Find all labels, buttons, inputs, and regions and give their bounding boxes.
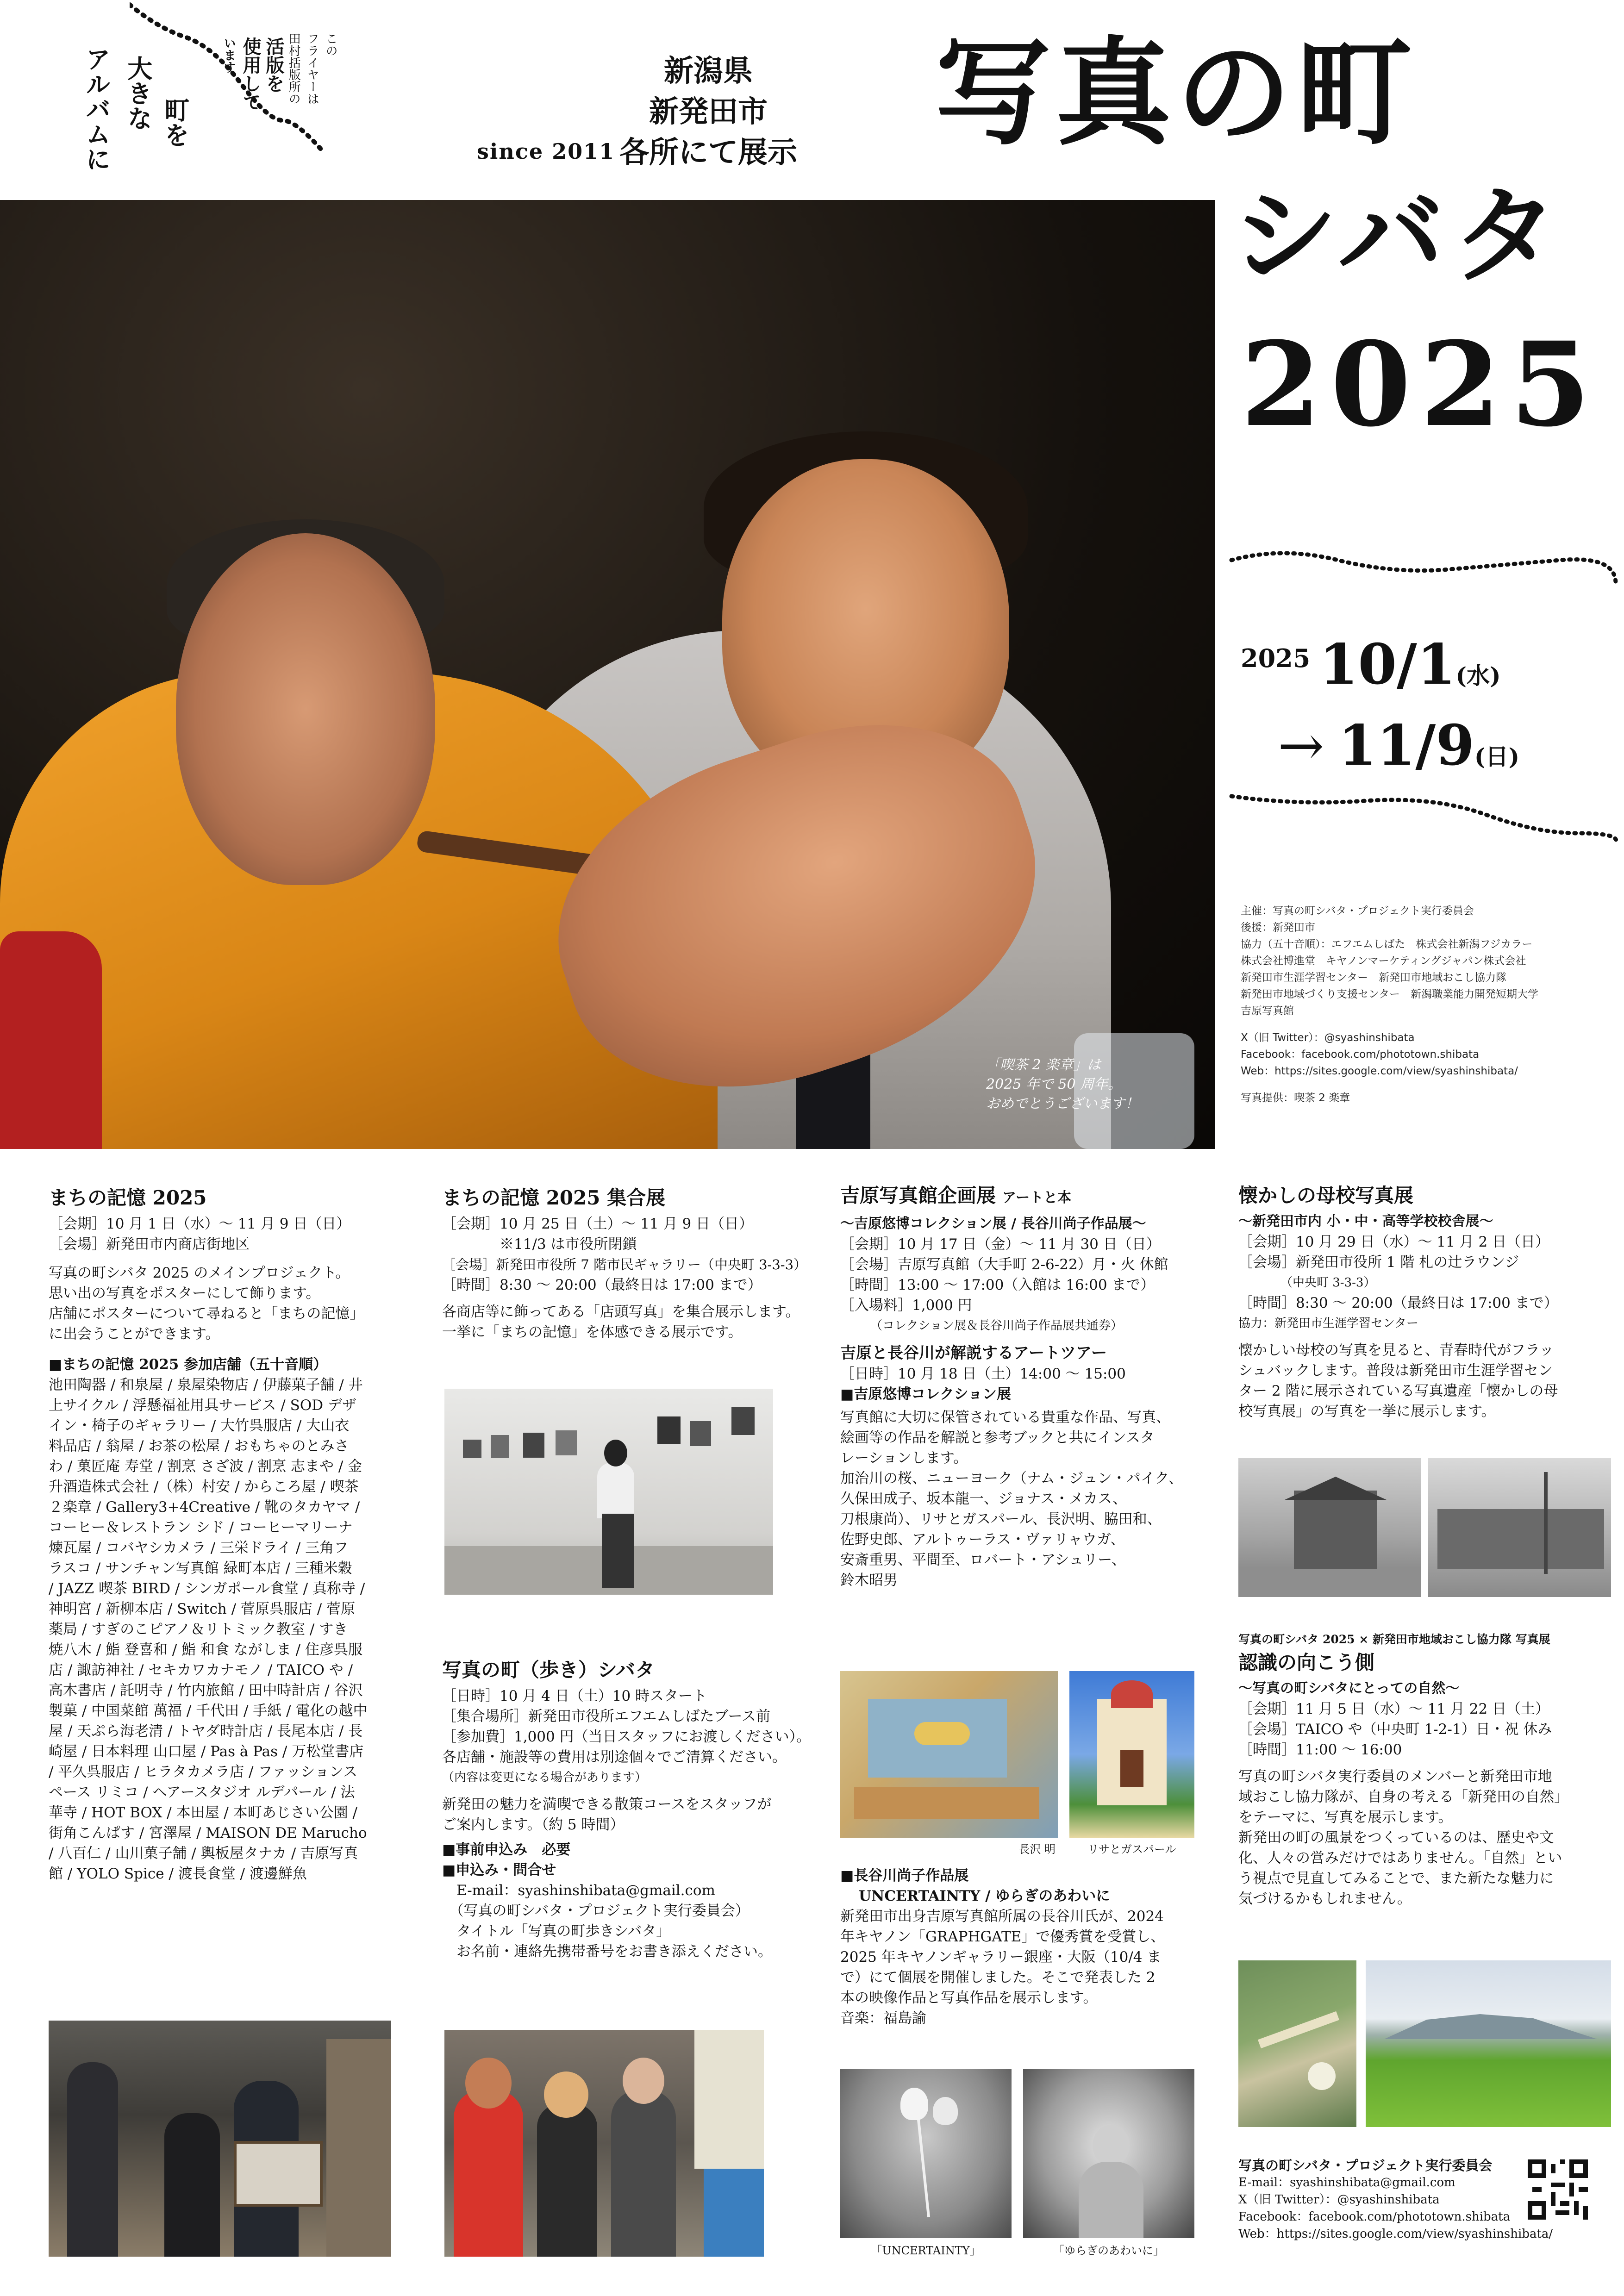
hero-caption-line: おめでとうございます！ <box>986 1096 1139 1112</box>
shops-line: 薬局 / すぎのこピアノ＆リトミック教室 / すき <box>49 1621 348 1638</box>
date-start <box>1319 632 1501 697</box>
tour-title: 吉原と長谷川が解説するアートツアー <box>840 1344 1107 1362</box>
photo-yuragi <box>1023 2069 1194 2238</box>
body-line: 刀根康尚）、リサとガスパール、長沢明、脇田和、 <box>840 1511 1162 1528</box>
shops-line: 製菓 / 中国菜館 萬福 / 千代田 / 手紙 / 電化の越中 <box>49 1703 368 1719</box>
body-line: 写真の町シバタ 2025 のメインプロジェクト。 <box>49 1265 350 1281</box>
apply-line: タイトル「写真の町歩きシバタ」 <box>442 1923 671 1940</box>
shops-line: 華寺 / HOT BOX / 本田屋 / 本町あじさい公園 / <box>49 1804 358 1821</box>
section-title: 写真の町（歩き）シバタ <box>442 1659 655 1681</box>
info-line: ［会場］吉原写真館（大手町 2-6-22）月・火 休館 <box>840 1256 1168 1273</box>
photo-red-chair <box>0 931 102 1149</box>
credit-line <box>1241 1079 1611 1090</box>
section-subtitle: 〜新発田市内 小・中・高等学校校舎展〜 <box>1238 1213 1493 1229</box>
info-line: （コレクション展＆長谷川尚子作品展共通券） <box>840 1319 1123 1333</box>
ninshiki-pretitle: 写真の町シバタ 2025 × 新発田市地域おこし協力隊 写真展 <box>1238 1633 1550 1646</box>
credit-line: 新発田市生涯学習センター 新発田市地域おこし協力隊 <box>1241 972 1507 984</box>
location-prefecture: 新潟県 <box>664 54 753 88</box>
credit-line: 後援：新発田市 <box>1241 922 1315 934</box>
info-line: ［会場］新発田市役所 1 階 札の辻ラウンジ <box>1238 1254 1519 1271</box>
footer-contact <box>1238 2157 1553 2243</box>
credit-line: 株式会社博進堂 キヤノンマーケティングジャパン株式会社 <box>1241 955 1526 967</box>
tagline-small-2: フライヤーは <box>305 32 319 105</box>
credit-line: 主催：写真の町シバタ・プロジェクト実行委員会 <box>1241 905 1474 917</box>
dotted-wave-top <box>1227 542 1620 597</box>
shops-line: 升酒造株式会社 /（株）村安 / からころ屋 / 喫茶 <box>49 1479 359 1495</box>
body-line: レーションします。 <box>840 1450 968 1466</box>
apply-line: ■事前申込み 必要 <box>442 1841 571 1858</box>
title-sub: シバタ <box>1231 174 1566 299</box>
tagline-line-1: 町を <box>160 97 190 147</box>
credit-line <box>1241 1019 1611 1029</box>
body-line: 新発田の魅力を満喫できる散策コースをスタッフが <box>442 1796 772 1813</box>
body-line: 新発田の町の風景をつくっているのは、歴史や文 <box>1238 1829 1554 1846</box>
shops-line: / 八百仁 / 山川菓子舗 / 輿板屋タナカ / 吉原写真 <box>49 1845 358 1862</box>
section-title: 認識の向こう側 <box>1238 1651 1375 1674</box>
tagline-small-3: 田村括版所の <box>287 32 301 105</box>
shops-line: / 平久呉服店 / ヒラタカメラ店 / ファッションス <box>49 1764 358 1780</box>
body-line: 店舗にポスターについて尋ねると「まちの記憶」 <box>49 1305 364 1322</box>
apply-line: （写真の町シバタ・プロジェクト実行委員会） <box>442 1903 750 1919</box>
date-start-weekday: (水) <box>1455 662 1501 689</box>
info-line: ※11/3 は市役所閉鎖 <box>442 1236 637 1253</box>
shops-line: 街角こんぱす / 宮澤屋 / MAISON DE Marucho <box>49 1825 367 1841</box>
hero-caption-line: 「喫茶 2 楽章」は <box>986 1057 1101 1073</box>
body-line: 写真館に大切に保管されている貴重な作品、写真、 <box>840 1409 1170 1426</box>
credits-block <box>1241 903 1611 1106</box>
dotted-wave-bottom <box>1227 782 1620 847</box>
info-line: ［時間］11:00 〜 16:00 <box>1238 1741 1402 1758</box>
info-line: ［時間］8:30 〜 20:00（最終日は 17:00 まで） <box>1238 1295 1558 1311</box>
shops-line: 高木書店 / 託明寺 / 竹内旅館 / 田中時計店 / 谷沢 <box>49 1682 363 1699</box>
info-line: （内容は変更になる場合があります） <box>442 1771 647 1784</box>
body-line: 各商店等に飾ってある「店頭写真」を集合展示します。 <box>442 1304 800 1320</box>
photo-nature-aerial <box>1238 1960 1356 2127</box>
hero-caption-line: 2025 年で 50 周年。 <box>986 1076 1122 1092</box>
footer-org: 写真の町シバタ・プロジェクト実行委員会 <box>1238 2158 1493 2173</box>
info-line: ［会期］10 月 17 日（金）〜 11 月 30 日（日） <box>840 1236 1161 1253</box>
section-yoshihara <box>840 1183 1211 1591</box>
caption-nagasawa: 長沢 明 <box>1018 1843 1056 1856</box>
shops-line: ２楽章 / Gallery3+4Creative / 靴のタカヤマ / <box>49 1499 360 1516</box>
info-line: ［参加費］1,000 円（当日スタッフにお渡しください）。 <box>442 1728 811 1745</box>
body-line: 久保田成子、坂本龍一、ジョナス・メカス、 <box>840 1491 1127 1507</box>
shops-title: ■まちの記憶 2025 参加店舗（五十音順） <box>49 1356 328 1373</box>
shops-line: / JAZZ 喫茶 BIRD / シンガポール食堂 / 真称寺 / <box>49 1580 365 1597</box>
shops-line: 煉瓦屋 / コバヤシカメラ / 三栄ドライ / 三角フ <box>49 1540 349 1556</box>
apply-line: ■申込み・問合せ <box>442 1862 556 1878</box>
body-line: 化、人々の営みだけではありません。「自然」とい <box>1238 1850 1562 1866</box>
footer-email[interactable]: E-mail：syashinshibata@gmail.com <box>1238 2176 1455 2190</box>
date-end <box>1278 713 1519 778</box>
info-line: ［日時］10 月 18 日（土）14:00 〜 15:00 <box>840 1366 1126 1382</box>
caption-lisa-gaspard: リサとガスパール <box>1087 1843 1176 1856</box>
shops-line: ペース リミコ / ヘアースタジオ ルデパール / 法 <box>49 1784 355 1801</box>
shops-line: コーヒー＆レストラン シド / コーヒーマリーナ <box>49 1519 353 1536</box>
tagline <box>83 28 417 176</box>
info-line: ［会期］10 月 29 日（水）〜 11 月 2 日（日） <box>1238 1234 1550 1250</box>
since-label: since 2011 <box>477 139 615 164</box>
photo-old-school-2 <box>1428 1458 1611 1597</box>
photo-walk-participants <box>444 2030 764 2257</box>
info-line: ［会場］新発田市役所 7 階市民ギャラリー（中央町 3-3-3） <box>442 1257 807 1273</box>
section-title: 懐かしの母校写真展 <box>1238 1184 1414 1207</box>
photo-nagasawa-artwork <box>840 1671 1058 1838</box>
shops-line: イン・椅子のギャラリー / 大竹呉服店 / 大山衣 <box>49 1417 350 1434</box>
credit-line: X（旧 Twitter）：@syashinshibata <box>1241 1032 1415 1044</box>
body-line: 新発田市出身吉原写真館所属の長谷川氏が、2024 <box>840 1908 1164 1925</box>
info-line: ［集合場所］新発田市役所エフエムしばたブース前 <box>442 1708 770 1725</box>
photo-uncertainty <box>840 2069 1012 2238</box>
footer-x[interactable]: X（旧 Twitter）：@syashinshibata <box>1238 2193 1440 2207</box>
shops-line: 館 / YOLO Spice / 渡長食堂 / 渡邊鮮魚 <box>49 1866 307 1882</box>
apply-line: お名前・連絡先携帯番号をお書き添えください。 <box>442 1943 772 1960</box>
section-title-main: 吉原写真館企画展 <box>840 1184 996 1207</box>
info-line: （中央町 3-3-3） <box>1238 1276 1376 1290</box>
hero-caption <box>986 1055 1208 1114</box>
caption-uncertainty: 「UNCERTAINTY」 <box>871 2244 981 2257</box>
hero-photo <box>0 200 1215 1149</box>
info-line: ［時間］8:30 〜 20:00（最終日は 17:00 まで） <box>442 1277 762 1293</box>
body-line: 佐野史郎、アルトゥーラス・ヴァリャウガ、 <box>840 1531 1125 1548</box>
location-note: 各所にて展示 <box>619 135 797 170</box>
date-start-value: 10/1 <box>1319 632 1456 697</box>
info-line: ［会場］新発田市内商店街地区 <box>49 1236 250 1253</box>
body-line: をテーマに、写真を展示します。 <box>1238 1809 1453 1826</box>
body-line: 2025 年キヤノンギャラリー銀座・大阪（10/4 ま <box>840 1949 1162 1965</box>
shops-line: 店 / 諏訪神社 / セキカワカナモノ / TAICO や / <box>49 1662 353 1678</box>
info-line: ［入場料］1,000 円 <box>840 1297 972 1314</box>
qr-code-icon[interactable] <box>1528 2159 1588 2220</box>
body-line: 写真の町シバタ実行委員のメンバーと新発田市地 <box>1238 1768 1552 1785</box>
section-title-suffix: アートと本 <box>1002 1190 1072 1206</box>
date-arrow: → <box>1278 714 1324 778</box>
shops-line: わ / 菓匠庵 寿堂 / 割烹 さざ波 / 割烹 志まや / 金 <box>49 1458 362 1475</box>
section-title <box>840 1183 1211 1211</box>
footer-facebook[interactable]: Facebook：facebook.com/phototown.shibata <box>1238 2210 1511 2224</box>
shops-line: ラスコ / サンチャン写真館 緑町本店 / 三種米穀 <box>49 1560 352 1577</box>
body-line: 本の映像作品と写真作品を展示します。 <box>840 1990 1098 2006</box>
section-hasegawa <box>840 1866 1211 2028</box>
credit-line: Web：https://sites.google.com/view/syashinshibata/ <box>1241 1065 1518 1077</box>
tagline-line-2: 大きな <box>123 56 153 131</box>
info-line: 各店舗・施設等の費用は別途個々でご清算ください。 <box>442 1749 787 1766</box>
section-subtitle: 〜吉原悠博コレクション展 / 長谷川尚子作品展〜 <box>840 1216 1146 1232</box>
section-subtitle: 〜写真の町シバタにとっての自然〜 <box>1238 1680 1460 1697</box>
body-line: 一挙に「まちの記憶」を体感できる展示です。 <box>442 1324 743 1341</box>
body-line: 校写真展」の写真を一挙に展示します。 <box>1238 1403 1496 1420</box>
body-line: で）にて個展を開催しました。そこで発表した 2 <box>840 1969 1156 1986</box>
body-line: 域おこし協力隊が、自身の考える「新発田の自然」 <box>1238 1789 1568 1805</box>
info-line: 協力：新発田市生涯学習センター <box>1238 1316 1418 1330</box>
body-line: 鈴木昭男 <box>840 1572 898 1589</box>
title-main: 写真の町 <box>935 25 1417 161</box>
tagline-note-3: います <box>222 37 236 73</box>
body-line: 音楽：福島諭 <box>840 2010 926 2027</box>
apply-email[interactable]: E-mail：syashinshibata@gmail.com <box>442 1882 715 1899</box>
photo-old-school-1 <box>1238 1458 1421 1597</box>
tagline-line-3: アルバムに <box>81 46 112 171</box>
body-line: シュバックします。普段は新発田市生涯学習セン <box>1238 1362 1553 1379</box>
body-line: 気づけるかもしれません。 <box>1238 1890 1412 1907</box>
photo-street-shop <box>49 2021 391 2257</box>
credit-line: 吉原写真館 <box>1241 1005 1294 1017</box>
body-line: う視点で見直してみることで、また新たな魅力に <box>1238 1870 1554 1887</box>
hasegawa-title: ■長谷川尚子作品展 <box>840 1867 969 1884</box>
credit-line: Facebook：facebook.com/phototown.shibata <box>1241 1048 1480 1061</box>
body-line: に出会うことができます。 <box>49 1326 220 1342</box>
shops-line: 焼八木 / 鮨 登喜和 / 鮨 和食 ながしま / 住彦呉服 <box>49 1641 363 1658</box>
info-line: ［会場］TAICO や（中央町 1-2-1）日・祝 休み <box>1238 1721 1552 1738</box>
section-title: まちの記憶 2025 <box>49 1186 207 1209</box>
info-line: ［日時］10 月 4 日（土）10 時スタート <box>442 1688 707 1704</box>
photo-lisa-gaspard-artwork <box>1069 1671 1194 1838</box>
footer-web[interactable]: Web：https://sites.google.com/view/syashinshibata/ <box>1238 2227 1553 2241</box>
body-line: 絵画等の作品を解説と参考ブックと共にインスタ <box>840 1429 1155 1446</box>
location-city: 新発田市 <box>649 94 768 129</box>
tagline-note-2: 使用して <box>240 37 262 111</box>
tagline-small-1: この <box>324 32 338 56</box>
section-ninshiki <box>1238 1629 1609 1909</box>
info-line: ［会期］11 月 5 日（水）〜 11 月 22 日（土） <box>1238 1701 1550 1717</box>
photo-man-left-face <box>176 533 435 885</box>
photo-gallery-exhibit <box>444 1389 773 1595</box>
credit-line: 協力（五十音順）：エフエムしばた 株式会社新潟フジカラー <box>1241 938 1533 950</box>
caption-yuragi: 「ゆらぎのあわいに」 <box>1053 2244 1164 2257</box>
shops-line: 料品店 / 翁屋 / お茶の松屋 / おもちゃのとみさ <box>49 1438 349 1454</box>
photo-rice-field <box>1366 1960 1611 2127</box>
shops-line: 屋 / 天ぷら海老清 / トヤダ時計店 / 長尾本店 / 長 <box>49 1723 363 1740</box>
info-line: ［会期］10 月 1 日（水）〜 11 月 9 日（日） <box>49 1216 351 1232</box>
shops-line: 上サイクル / 浮懸福祉用具サービス / SOD デザ <box>49 1397 356 1414</box>
body-line: 加治川の桜、ニューヨーク（ナム・ジュン・パイク、 <box>840 1470 1183 1487</box>
credit-line: 写真提供：喫茶 2 楽章 <box>1241 1092 1350 1104</box>
title-year: 2025 <box>1241 316 1600 452</box>
hasegawa-subtitle: UNCERTAINTY / ゆらぎのあわいに <box>859 1888 1111 1904</box>
section-title: まちの記憶 2025 集合展 <box>442 1186 666 1209</box>
body-line: 安斎重男、平間至、ロバート・アシュリー、 <box>840 1552 1126 1568</box>
info-line: ［時間］13:00 〜 17:00（入館は 16:00 まで） <box>840 1277 1155 1293</box>
tagline-note-1: 活版を <box>263 37 285 93</box>
location-block <box>616 51 801 173</box>
body-line: ご案内します。（約 5 時間） <box>442 1816 625 1833</box>
shops-line: 池田陶器 / 和泉屋 / 泉屋染物店 / 伊藤菓子舗 / 井 <box>49 1377 363 1393</box>
shops-line: 崎屋 / 日本料理 山口屋 / Pas à Pas / 万松堂書店 <box>49 1743 364 1760</box>
body-line: ター 2 階に展示されている写真遺産「懐かしの母 <box>1238 1383 1558 1399</box>
body-line: 思い出の写真をポスターにして飾ります。 <box>49 1285 320 1302</box>
shops-line: 神明宮 / 新柳本店 / Switch / 菅原呉服店 / 菅原 <box>49 1601 356 1617</box>
body-line: 懐かしい母校の写真を見ると、青春時代がフラッ <box>1238 1342 1554 1359</box>
section-boko-shashin <box>1238 1183 1599 1422</box>
section-machi-aruki <box>442 1657 812 1962</box>
info-line: ［会期］10 月 25 日（土）〜 11 月 9 日（日） <box>442 1216 754 1232</box>
collection-title: ■吉原悠博コレクション展 <box>840 1386 1012 1403</box>
section-shugo-ten <box>442 1185 807 1342</box>
body-line: 年キヤノン「GRAPHGATE」で優秀賞を受賞し、 <box>840 1928 1165 1945</box>
date-end-value: 11/9 <box>1338 713 1474 778</box>
section-machi-no-kioku <box>49 1185 410 1884</box>
date-end-weekday: (日) <box>1474 743 1520 770</box>
date-year: 2025 <box>1241 643 1311 673</box>
credit-line: 新発田市地域づくり支援センター 新潟職業能力開発短期大学 <box>1241 988 1539 1000</box>
